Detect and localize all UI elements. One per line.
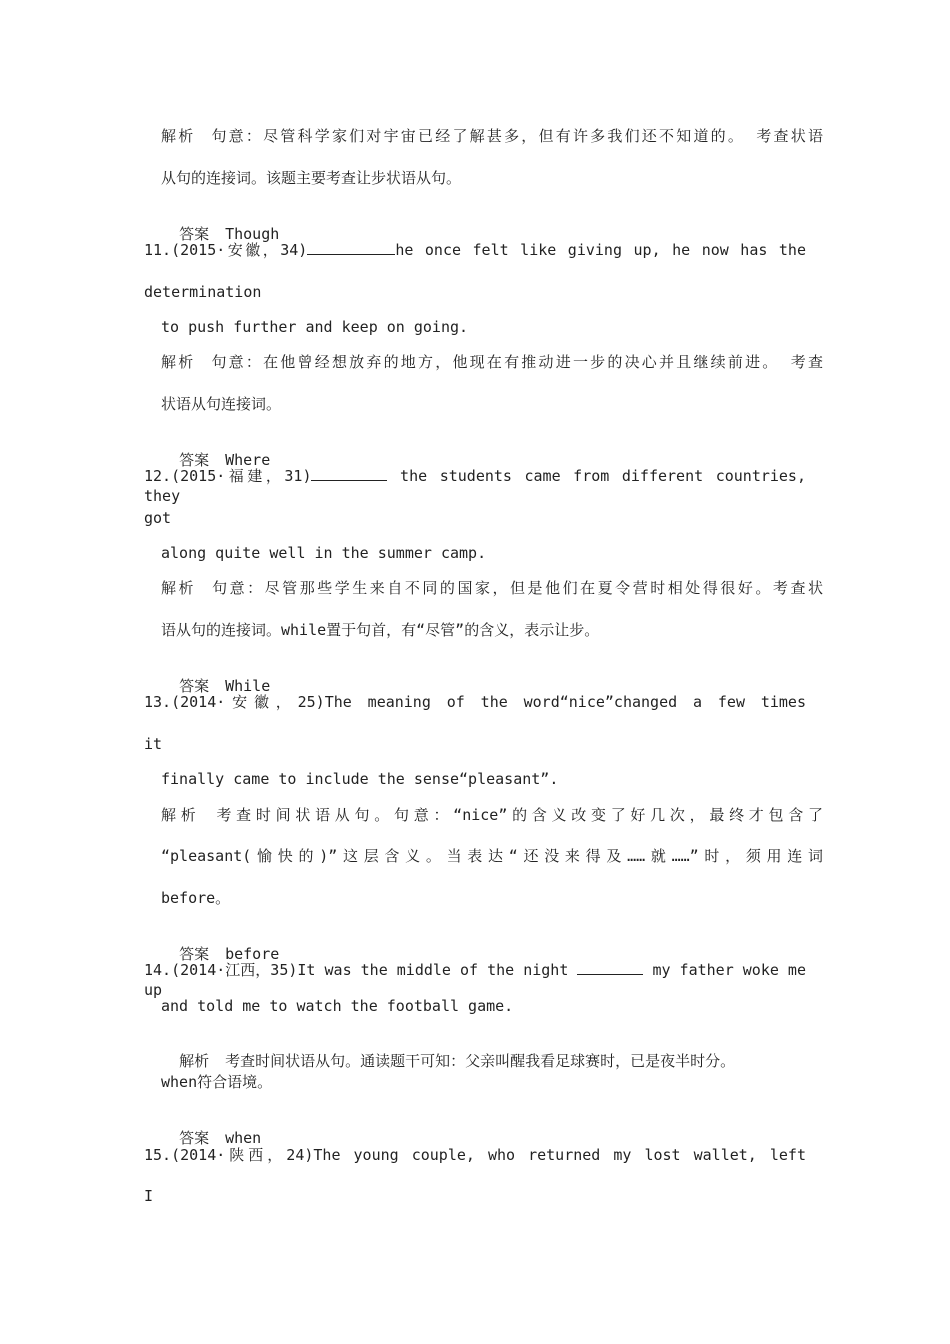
- analysis-label: 解析: [179, 1052, 210, 1070]
- q13-answer: [161, 924, 279, 964]
- answer-blank[interactable]: [311, 466, 387, 481]
- q12-stem-line1: 12.(2015·福建，31) the students came from different countries, they: [144, 467, 806, 505]
- analysis-label: 解析: [161, 127, 196, 145]
- q12-analysis-line2: 语从句的连接词。while置于句首，有“尽管”的含义，表示让步。: [161, 621, 600, 639]
- q14-analysis-line2: when符合语境。: [161, 1073, 273, 1091]
- answer-label: 答案: [179, 225, 210, 243]
- analysis-label: 解析: [161, 353, 196, 371]
- answer-label: 答案: [179, 677, 210, 695]
- answer-value: Where: [225, 451, 271, 469]
- q14-analysis-line1: 解析 考查时间状语从句。通读题干可知：父亲叫醒我看足球赛时，已是夜半时分。: [179, 1052, 736, 1070]
- answer-value: Though: [225, 225, 280, 243]
- q12-analysis-line1: 解析 句意：尽管那些学生来自不同的国家，但是他们在夏令营时相处得很好。考查状: [161, 579, 823, 597]
- q12-stem-line2: got: [144, 509, 172, 527]
- q11-stem-line2: determination: [144, 283, 262, 301]
- q13-stem-line2: it: [144, 735, 163, 753]
- q14-stem-line2: and told me to watch the football game.: [161, 997, 514, 1015]
- q10-analysis-line2: 从句的连接词。该题主要考查让步状语从句。: [161, 169, 462, 187]
- answer-label: 答案: [179, 1129, 210, 1147]
- q11-analysis-line1: 解析 句意：在他曾经想放弃的地方，他现在有推动进一步的决心并且继续前进。 考查: [161, 353, 823, 371]
- q10-analysis-line1: 解析 句意：尽管科学家们对宇宙已经了解甚多，但有许多我们还不知道的。 考查状语: [161, 127, 823, 145]
- q13-analysis-line2: “pleasant(愉快的)”这层含义。当表达“还没来得及……就……”时，须用连词: [161, 847, 823, 865]
- analysis-label: 解析: [161, 579, 197, 597]
- answer-value: While: [225, 677, 271, 695]
- q13-analysis-line1: 解析 考查时间状语从句。句意：“nice”的含义改变了好几次，最终才包含了: [161, 806, 823, 824]
- q15-stem-line1: 15.(2014·陕西，24)The young couple, who returned my lost wallet, left: [144, 1146, 806, 1164]
- answer-label: 答案: [179, 945, 210, 963]
- q10-answer: [161, 204, 279, 244]
- q13-stem-line3: finally came to include the sense“pleasant”.: [161, 770, 559, 788]
- q14-answer: [161, 1108, 261, 1148]
- answer-blank[interactable]: [307, 240, 395, 255]
- q13-stem-line1: 13.(2014·安徽，25)The meaning of the word“nice”changed a few times: [144, 693, 806, 711]
- analysis-label: 解析: [161, 806, 201, 824]
- q15-stem-line2: I: [144, 1187, 154, 1205]
- q11-stem-line3: to push further and keep on going.: [161, 318, 469, 336]
- q11-stem-line1: 11.(2015·安徽，34) he once felt like giving up, he now has the: [144, 241, 806, 259]
- q11-answer: [161, 430, 270, 470]
- answer-value: before: [225, 945, 280, 963]
- q14-stem-line1: 14.(2014·江西，35)It was the middle of the night my father woke me up: [144, 961, 806, 999]
- answer-value: when: [225, 1129, 262, 1147]
- q11-analysis-line2: 状语从句连接词。: [161, 395, 282, 413]
- q13-analysis-line3: before。: [161, 889, 231, 907]
- q12-answer: [161, 656, 270, 696]
- answer-label: 答案: [179, 451, 210, 469]
- answer-blank[interactable]: [577, 960, 643, 975]
- q12-stem-line3: along quite well in the summer camp.: [161, 544, 487, 562]
